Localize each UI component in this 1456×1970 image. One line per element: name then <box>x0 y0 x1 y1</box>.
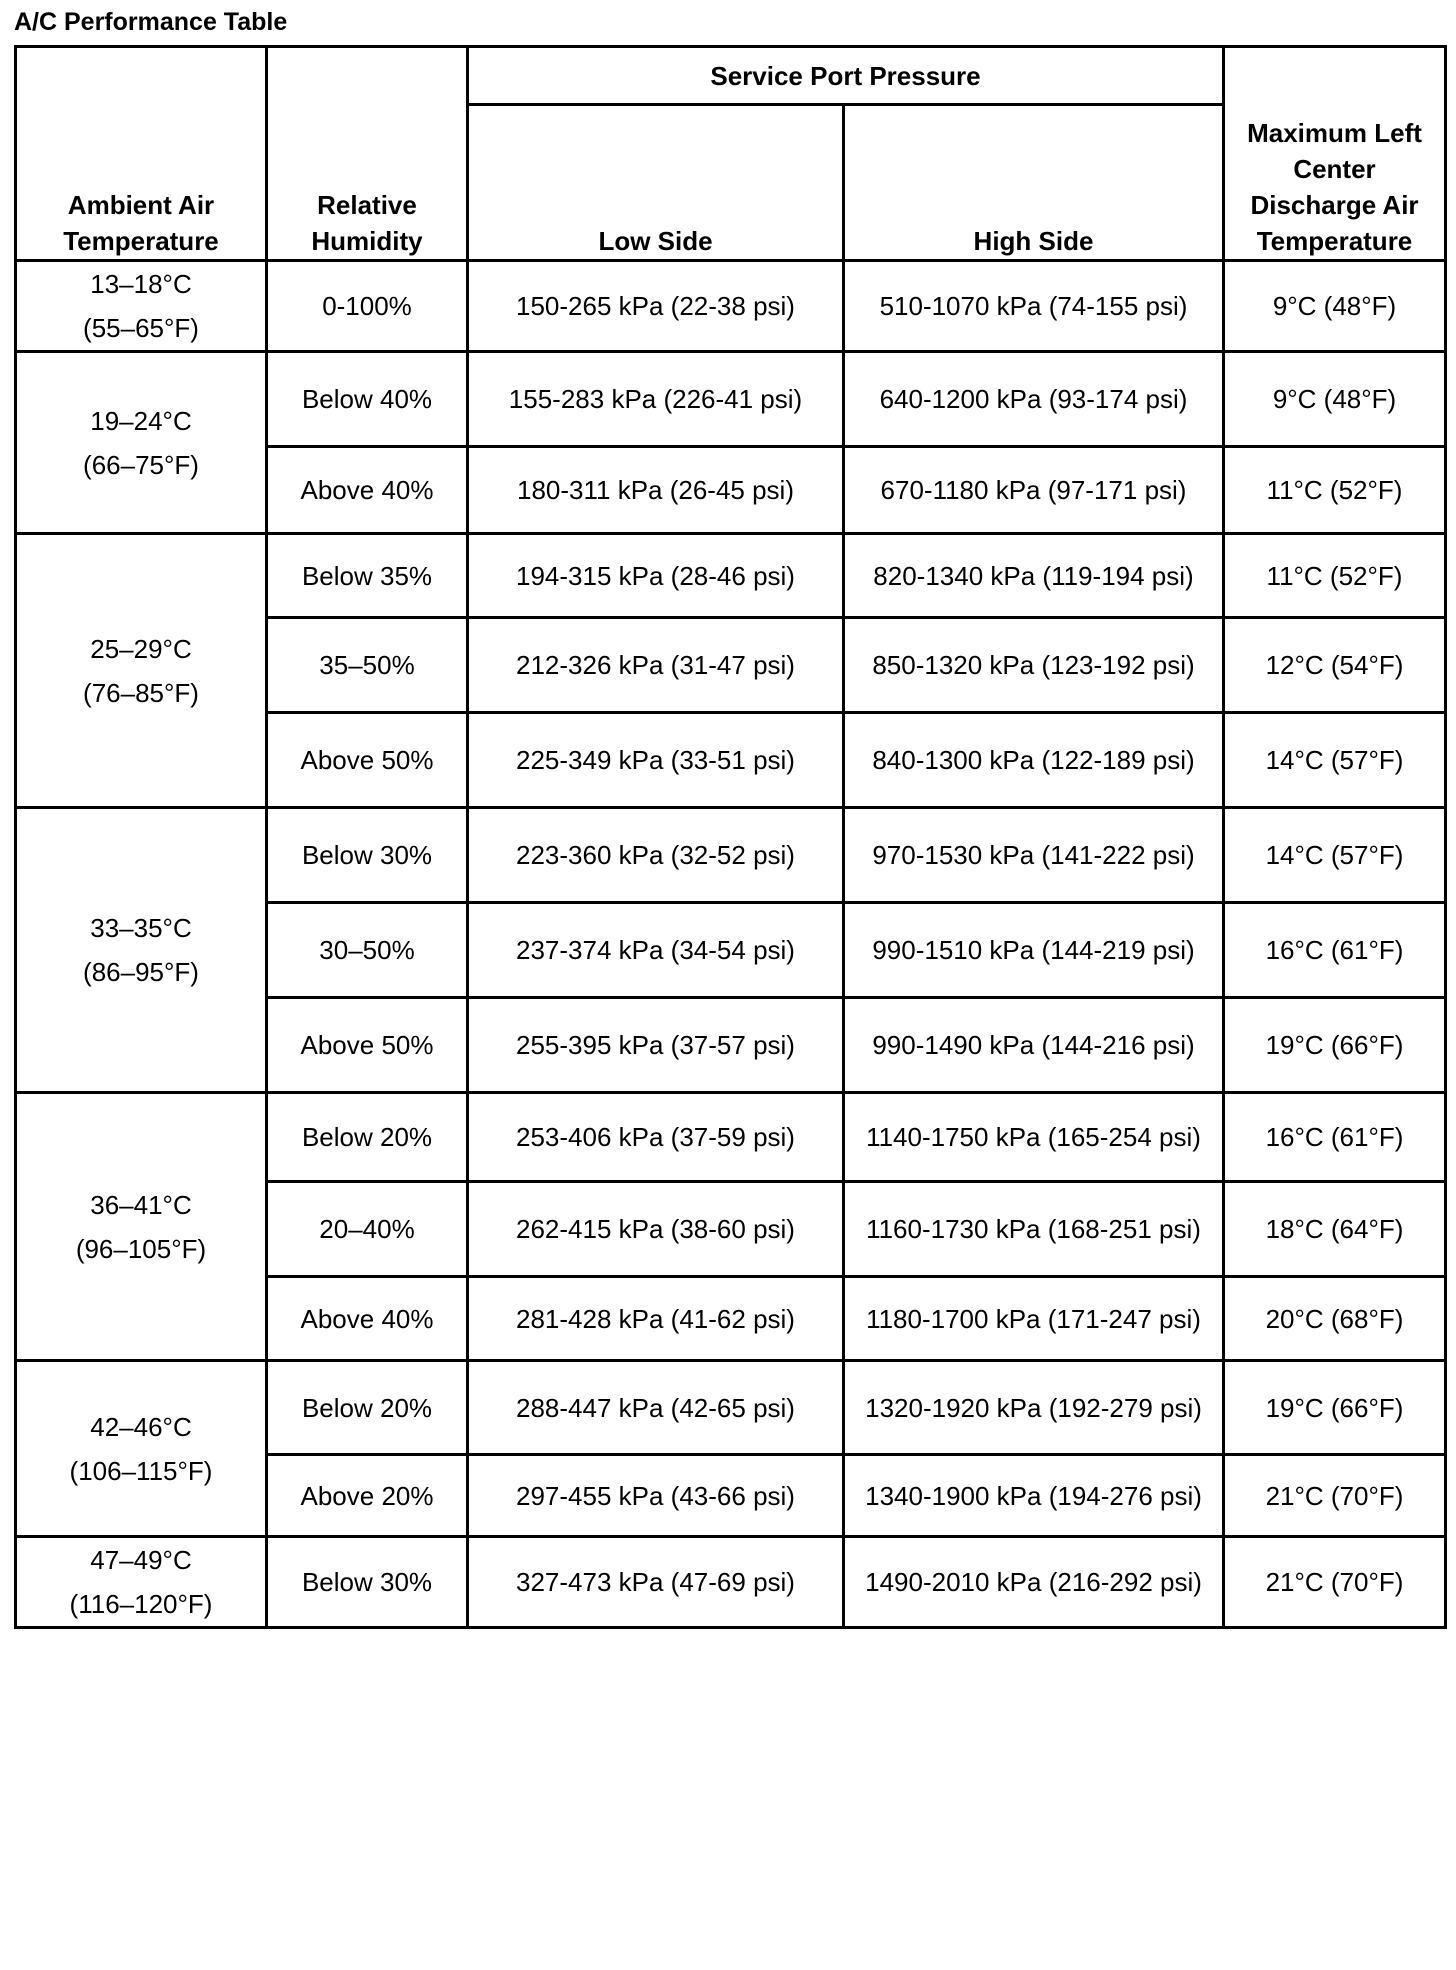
high-side-cell: 970-1530 kPa (141-222 psi) <box>844 808 1224 903</box>
ambient-temperature-cell: 47–49°C (116–120°F) <box>16 1537 267 1628</box>
low-side-cell: 253-406 kPa (37-59 psi) <box>468 1093 844 1182</box>
high-side-cell: 1160-1730 kPa (168-251 psi) <box>844 1182 1224 1277</box>
max-discharge-temperature-cell: 11°C (52°F) <box>1224 534 1446 618</box>
table-body <box>16 261 1446 1628</box>
humidity-cell: Above 40% <box>267 447 468 534</box>
table-row <box>16 261 1446 352</box>
high-side-cell: 1320-1920 kPa (192-279 psi) <box>844 1361 1224 1455</box>
max-discharge-temperature-cell: 21°C (70°F) <box>1224 1455 1446 1537</box>
humidity-cell: Below 20% <box>267 1093 468 1182</box>
humidity-cell: 20–40% <box>267 1182 468 1277</box>
header-low-side: Low Side <box>468 105 844 261</box>
max-discharge-temperature-cell: 16°C (61°F) <box>1224 1093 1446 1182</box>
low-side-cell: 150-265 kPa (22-38 psi) <box>468 261 844 352</box>
humidity-cell: Above 20% <box>267 1455 468 1537</box>
max-discharge-temperature-cell: 14°C (57°F) <box>1224 808 1446 903</box>
max-discharge-temperature-cell: 9°C (48°F) <box>1224 261 1446 352</box>
humidity-cell: Below 35% <box>267 534 468 618</box>
ambient-temperature-cell: 36–41°C (96–105°F) <box>16 1093 267 1361</box>
high-side-cell: 1490-2010 kPa (216-292 psi) <box>844 1537 1224 1628</box>
low-side-cell: 255-395 kPa (37-57 psi) <box>468 998 844 1093</box>
low-side-cell: 262-415 kPa (38-60 psi) <box>468 1182 844 1277</box>
max-discharge-temperature-cell: 9°C (48°F) <box>1224 352 1446 447</box>
low-side-cell: 194-315 kPa (28-46 psi) <box>468 534 844 618</box>
ambient-temperature-cell: 13–18°C (55–65°F) <box>16 261 267 352</box>
ambient-temperature-cell: 33–35°C (86–95°F) <box>16 808 267 1093</box>
high-side-cell: 840-1300 kPa (122-189 psi) <box>844 713 1224 808</box>
max-discharge-temperature-cell: 14°C (57°F) <box>1224 713 1446 808</box>
page-title: A/C Performance Table <box>14 8 288 36</box>
header-ambient-air-temperature: Ambient Air Temperature <box>16 47 267 261</box>
humidity-cell: Above 50% <box>267 998 468 1093</box>
high-side-cell: 1340-1900 kPa (194-276 psi) <box>844 1455 1224 1537</box>
max-discharge-temperature-cell: 16°C (61°F) <box>1224 903 1446 998</box>
low-side-cell: 223-360 kPa (32-52 psi) <box>468 808 844 903</box>
header-high-side: High Side <box>844 105 1224 261</box>
max-discharge-temperature-cell: 21°C (70°F) <box>1224 1537 1446 1628</box>
max-discharge-temperature-cell: 12°C (54°F) <box>1224 618 1446 713</box>
table-row <box>16 808 1446 903</box>
low-side-cell: 297-455 kPa (43-66 psi) <box>468 1455 844 1537</box>
humidity-cell: Above 40% <box>267 1277 468 1361</box>
humidity-cell: Below 30% <box>267 1537 468 1628</box>
high-side-cell: 510-1070 kPa (74-155 psi) <box>844 261 1224 352</box>
max-discharge-temperature-cell: 18°C (64°F) <box>1224 1182 1446 1277</box>
table-row <box>16 1537 1446 1628</box>
humidity-cell: 0-100% <box>267 261 468 352</box>
high-side-cell: 1180-1700 kPa (171-247 psi) <box>844 1277 1224 1361</box>
ambient-temperature-cell: 42–46°C (106–115°F) <box>16 1361 267 1537</box>
humidity-cell: Below 20% <box>267 1361 468 1455</box>
table-row <box>16 352 1446 447</box>
high-side-cell: 1140-1750 kPa (165-254 psi) <box>844 1093 1224 1182</box>
low-side-cell: 225-349 kPa (33-51 psi) <box>468 713 844 808</box>
low-side-cell: 288-447 kPa (42-65 psi) <box>468 1361 844 1455</box>
high-side-cell: 850-1320 kPa (123-192 psi) <box>844 618 1224 713</box>
humidity-cell: 30–50% <box>267 903 468 998</box>
humidity-cell: Above 50% <box>267 713 468 808</box>
low-side-cell: 237-374 kPa (34-54 psi) <box>468 903 844 998</box>
table-row <box>16 1361 1446 1455</box>
max-discharge-temperature-cell: 19°C (66°F) <box>1224 1361 1446 1455</box>
header-max-discharge-temperature: Maximum Left Center Discharge Air Temperature <box>1224 47 1446 261</box>
header-service-port-pressure: Service Port Pressure <box>468 47 1224 105</box>
low-side-cell: 327-473 kPa (47-69 psi) <box>468 1537 844 1628</box>
low-side-cell: 212-326 kPa (31-47 psi) <box>468 618 844 713</box>
low-side-cell: 281-428 kPa (41-62 psi) <box>468 1277 844 1361</box>
high-side-cell: 990-1510 kPa (144-219 psi) <box>844 903 1224 998</box>
header-relative-humidity: Relative Humidity <box>267 47 468 261</box>
high-side-cell: 670-1180 kPa (97-171 psi) <box>844 447 1224 534</box>
performance-table <box>14 45 1447 1629</box>
max-discharge-temperature-cell: 20°C (68°F) <box>1224 1277 1446 1361</box>
high-side-cell: 990-1490 kPa (144-216 psi) <box>844 998 1224 1093</box>
ambient-temperature-cell: 25–29°C (76–85°F) <box>16 534 267 808</box>
max-discharge-temperature-cell: 19°C (66°F) <box>1224 998 1446 1093</box>
low-side-cell: 155-283 kPa (226-41 psi) <box>468 352 844 447</box>
humidity-cell: Below 30% <box>267 808 468 903</box>
ambient-temperature-cell: 19–24°C (66–75°F) <box>16 352 267 534</box>
low-side-cell: 180-311 kPa (26-45 psi) <box>468 447 844 534</box>
table-row <box>16 534 1446 618</box>
table-row <box>16 1093 1446 1182</box>
high-side-cell: 640-1200 kPa (93-174 psi) <box>844 352 1224 447</box>
humidity-cell: Below 40% <box>267 352 468 447</box>
high-side-cell: 820-1340 kPa (119-194 psi) <box>844 534 1224 618</box>
humidity-cell: 35–50% <box>267 618 468 713</box>
max-discharge-temperature-cell: 11°C (52°F) <box>1224 447 1446 534</box>
